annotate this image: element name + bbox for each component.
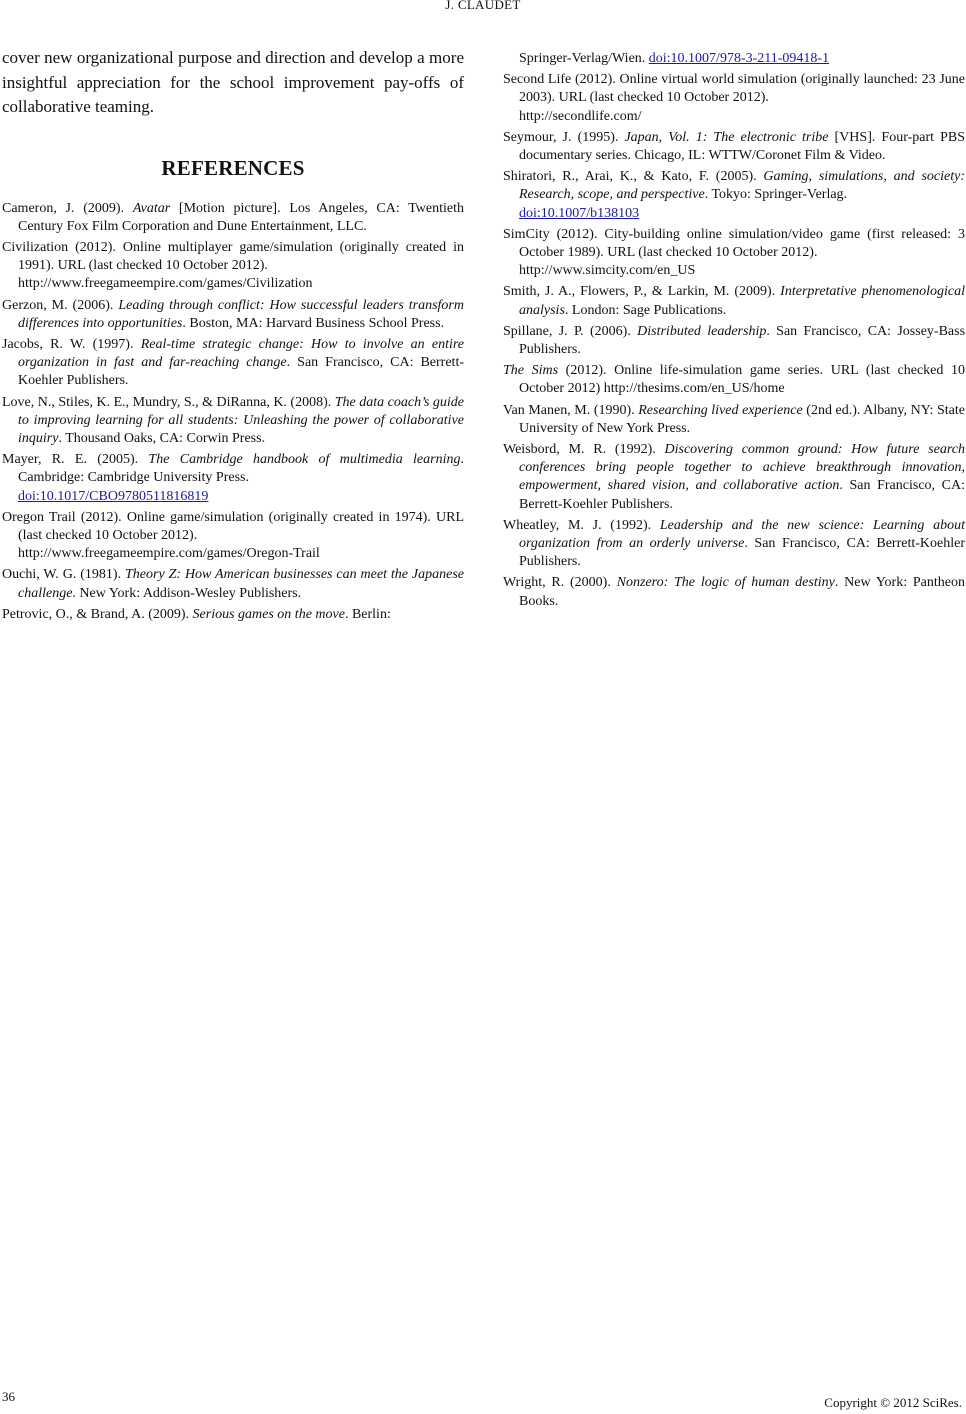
ref-url[interactable]: http://www.freegameempire.com/games/Civilization	[18, 276, 313, 292]
ref-text: Van Manen, M. (1990).	[503, 402, 639, 418]
ref-title: Discovering common ground: How future search conferences bring people together to achieve breakthrough innovation, empowerment, shared vision, and collaborative action	[519, 442, 965, 494]
ref-text: . New York: Addison-Wesley Publishers.	[72, 585, 302, 601]
right-column	[503, 50, 965, 614]
reference-entry	[2, 394, 464, 449]
reference-entry	[503, 402, 965, 438]
ref-text: . San Francisco, CA: Jossey-Bass Publishers.	[519, 323, 966, 358]
ref-title: Serious games on the move	[192, 606, 345, 622]
reference-entry	[2, 239, 464, 294]
references-list-left	[2, 200, 464, 624]
ref-text: Shiratori, R., Arai, K., & Kato, F. (2005).	[503, 169, 764, 185]
ref-text: [Motion picture]. Los Angeles, CA: Twentieth Century Fox Film Corporation and Dune Entertainment, LLC.	[18, 200, 465, 234]
ref-title: The Sims	[503, 363, 559, 379]
reference-entry	[503, 226, 965, 281]
ref-url[interactable]: http://www.freegameempire.com/games/Oregon-Trail	[18, 546, 320, 562]
ref-title: Interpretative phenomenological analysis	[519, 284, 966, 318]
ref-text: Seymour, J. (1995).	[503, 129, 625, 145]
ref-text: . San Francisco, CA: Berrett-Koehler Publishers.	[519, 536, 965, 570]
ref-text: Wright, R. (2000).	[503, 575, 617, 591]
ref-text: . San Francisco, CA: Berrett-Koehler Publishers.	[18, 355, 464, 389]
ref-title: The data coach’s guide to improving learning for all students: Unleashing the power of collaborative inquiry	[18, 394, 464, 446]
ref-text: . Cambridge: Cambridge University Press.	[18, 452, 464, 486]
left-column	[2, 46, 464, 627]
copyright-notice: Copyright © 2012 SciRes.	[824, 1395, 962, 1410]
references-heading: REFERENCES	[161, 155, 305, 180]
ref-text: SimCity (2012). City-building online simulation/video game (first released: 3 October 1989). URL (last checked 10 October 2012).	[503, 226, 965, 261]
ref-text: Civilization (2012). Online multiplayer game/simulation (originally created in 1991). URL (last checked 10 October 2012).	[2, 239, 464, 274]
ref-text: Cameron, J. (2009).	[2, 200, 133, 216]
ref-title: Distributed leadership	[637, 323, 767, 339]
reference-continuation	[503, 50, 965, 68]
ref-title: Researching lived experience	[638, 402, 803, 418]
reference-entry	[503, 71, 965, 126]
ref-text: Spillane, J. P. (2006).	[503, 323, 638, 339]
ref-text: Springer-Verlag/Wien.	[519, 51, 649, 66]
ref-text: Ouchi, W. G. (1981).	[2, 567, 125, 583]
ref-title: Nonzero: The logic of human destiny	[616, 575, 835, 591]
ref-text: . Thousand Oaks, CA: Corwin Press.	[58, 430, 266, 446]
ref-text: [VHS]. Four-part PBS documentary series. Chicago, IL: WTTW/Coronet Film & Video.	[519, 129, 966, 164]
ref-title: Real-time strategic change: How to involve an entire organization in fast and far-reaching change	[18, 336, 464, 371]
reference-entry	[503, 283, 965, 319]
reference-entry	[503, 168, 965, 223]
reference-entry	[503, 129, 965, 165]
page-number: 36	[2, 1389, 15, 1404]
ref-title: Avatar	[132, 200, 171, 216]
running-head: J. CLAUDET	[445, 0, 521, 12]
ref-text: Petrovic, O., & Brand, A. (2009).	[2, 606, 193, 622]
ref-text: Smith, J. A., Flowers, P., & Larkin, M. (2009).	[503, 284, 781, 300]
ref-text: Gerzon, M. (2006).	[2, 297, 119, 313]
reference-entry	[2, 451, 464, 506]
reference-entry	[2, 606, 464, 624]
ref-text: . London: Sage Publications.	[564, 302, 727, 318]
ref-text: Wheatley, M. J. (1992).	[503, 517, 660, 533]
ref-text: Mayer, R. E. (2005).	[2, 452, 149, 468]
reference-entry	[503, 517, 965, 572]
doi-link[interactable]: doi:10.1017/CBO9780511816819	[18, 488, 209, 504]
ref-url[interactable]: http://www.simcity.com/en_US	[519, 263, 696, 279]
ref-title: The Cambridge handbook of multimedia learning	[148, 452, 461, 468]
reference-entry	[503, 323, 965, 359]
ref-title: Leading through conflict: How successful leaders transform differences into opportunities	[18, 297, 464, 331]
reference-entry	[2, 336, 464, 391]
ref-text: Jacobs, R. W. (1997).	[2, 336, 141, 352]
reference-entry	[2, 297, 464, 333]
ref-text: Love, N., Stiles, K. E., Mundry, S., & DiRanna, K. (2008).	[2, 394, 335, 410]
ref-title: Japan, Vol. 1: The electronic tribe	[624, 129, 829, 145]
ref-text: . Tokyo: Springer-Verlag.	[704, 187, 848, 203]
ref-title: Leadership and the new science: Learning about organization from an orderly universe	[519, 517, 965, 552]
references-list-right	[503, 50, 965, 611]
ref-text: . San Francisco, CA: Berrett-Koehler Publishers.	[519, 478, 966, 512]
ref-title: Theory Z: How American businesses can meet the Japanese challenge	[18, 567, 465, 601]
reference-entry	[503, 362, 965, 398]
ref-text: Oregon Trail (2012). Online game/simulation (originally created in 1974). URL (last checked 10 October 2012).	[2, 509, 464, 543]
reference-entry	[2, 566, 464, 602]
reference-entry	[503, 574, 965, 610]
reference-entry	[503, 441, 965, 514]
ref-text: . Berlin:	[344, 606, 391, 622]
ref-title: Gaming, simulations, and society: Research, scope, and perspective	[519, 169, 965, 203]
reference-entry	[2, 200, 464, 236]
reference-entry	[2, 509, 464, 564]
body-paragraph: cover new organizational purpose and direction and develop a more insightful appreciation for the school improvement pay-offs of collaborative teaming.	[2, 48, 464, 116]
ref-text: (2012). Online life-simulation game series. URL (last checked 10 October 2012) http://thesims.com/en_US/home	[519, 363, 965, 397]
ref-text: . Boston, MA: Harvard Business School Press.	[182, 315, 445, 331]
ref-text: . New York: Pantheon Books.	[519, 575, 965, 609]
ref-text: (2nd ed.). Albany, NY: State University of New York Press.	[519, 402, 965, 436]
ref-text: Weisbord, M. R. (1992).	[503, 442, 665, 458]
ref-text: Second Life (2012). Online virtual world simulation (originally launched: 23 June 2003). URL (last checked 10 October 2012).	[503, 72, 965, 106]
doi-link[interactable]: doi:10.1007/b138103	[519, 205, 640, 221]
ref-url[interactable]: http://secondlife.com/	[519, 108, 642, 124]
doi-link[interactable]: doi:10.1007/978-3-211-09418-1	[648, 51, 830, 66]
